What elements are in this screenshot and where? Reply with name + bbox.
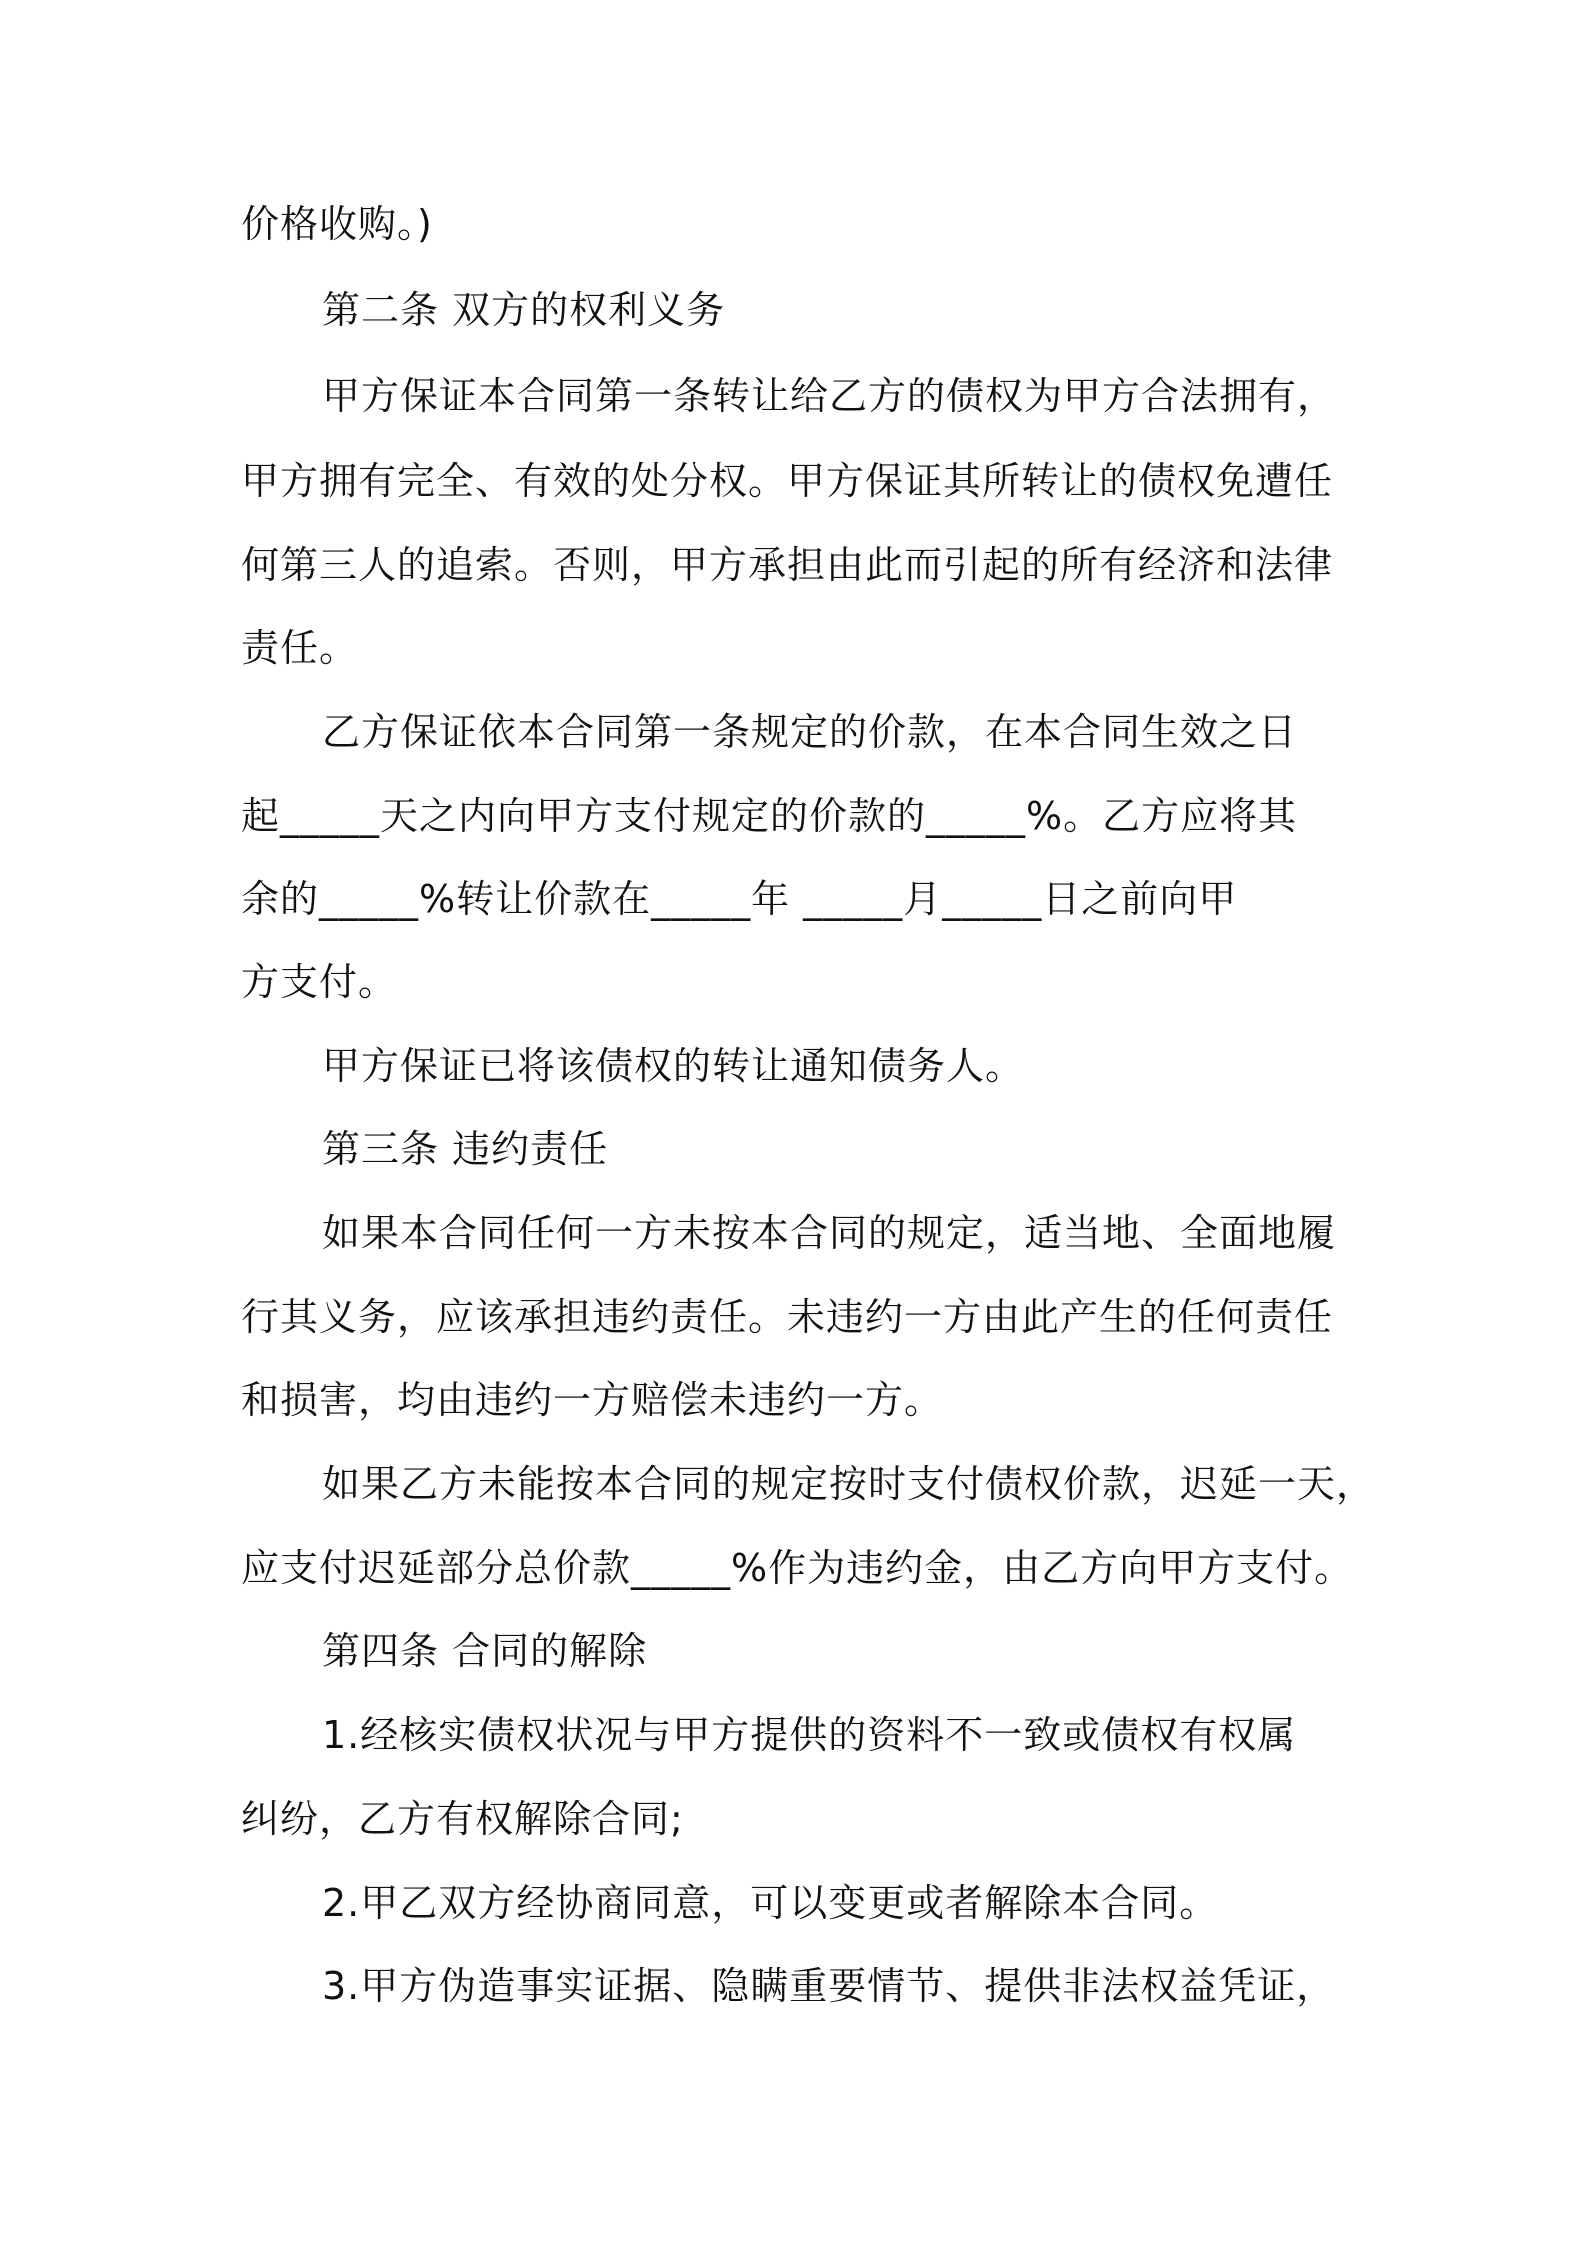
text-line-17: 应支付迟延部分总价款_____%作为违约金，由乙方向甲方支付。 [241,1546,1354,1590]
text-line-8: 起_____天之内向甲方支付规定的价款的_____%。乙方应将其 [241,794,1298,838]
text-line-14: 行其义务，应该承担违约责任。未违约一方由此产生的任何责任 [241,1295,1334,1339]
text-line-13: 如果本合同任何一方未按本合同的规定，适当地、全面地履 [322,1211,1337,1255]
text-line-4: 甲方拥有完全、有效的处分权。甲方保证其所转让的债权免遭任 [241,459,1334,503]
text-line-3: 甲方保证本合同第一条转让给乙方的债权为甲方合法拥有， [322,374,1337,418]
text-line-10: 方支付。 [241,960,398,1004]
text-line-20: 纠纷，乙方有权解除合同; [241,1797,684,1841]
text-line-11: 甲方保证已将该债权的转让通知债务人。 [322,1044,1025,1088]
text-line-21: 2.甲乙双方经协商同意，可以变更或者解除本合同。 [322,1881,1219,1925]
article-2-heading: 第二条 双方的权利义务 [322,288,726,332]
article-4-heading: 第四条 合同的解除 [322,1629,648,1673]
text-line-15: 和损害，均由违约一方赔偿未违约一方。 [241,1378,944,1422]
text-line-6: 责任。 [241,626,359,670]
text-line-5: 何第三人的追索。否则，甲方承担由此而引起的所有经济和法律 [241,543,1334,587]
text-line-7: 乙方保证依本合同第一条规定的价款，在本合同生效之日 [322,710,1298,754]
text-line-19: 1.经核实债权状况与甲方提供的资料不一致或债权有权属 [322,1713,1297,1757]
article-3-heading: 第三条 违约责任 [322,1127,609,1171]
text-line-16: 如果乙方未能按本合同的规定按时支付债权价款，迟延一天， [322,1462,1376,1506]
text-line-9: 余的_____%转让价款在_____年 _____月_____日之前向甲 [241,877,1238,921]
text-line-1: 价格收购。) [241,202,433,246]
text-line-22: 3.甲方伪造事实证据、隐瞒重要情节、提供非法权益凭证， [322,1964,1336,2008]
